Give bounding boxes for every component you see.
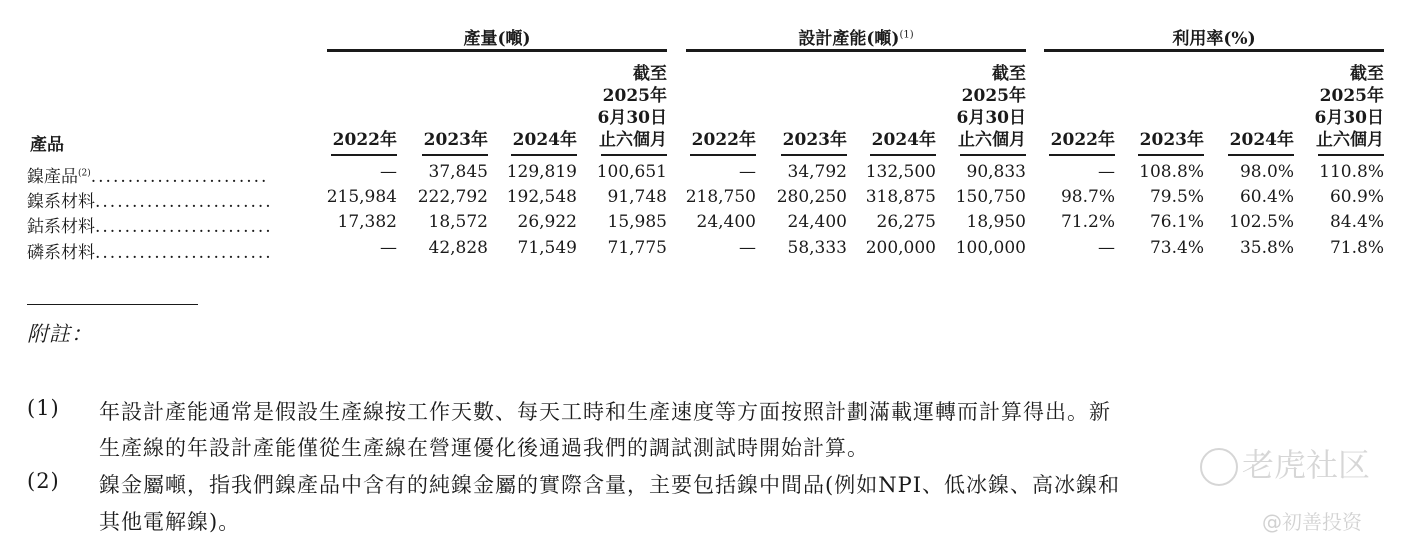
row-header: 產品 (30, 135, 64, 155)
column-header-line: 2024年 (1229, 130, 1294, 150)
row-label-text: 鎳產品 (27, 167, 78, 187)
table-cell: 71,775 (607, 238, 667, 258)
column-header (408, 129, 488, 151)
column-header-line: 2025年 (602, 86, 667, 106)
table-cell: 192,548 (506, 187, 577, 207)
column-header-line: 2024年 (512, 130, 577, 150)
column-header-line: 2023年 (1139, 130, 1204, 150)
group-title-utilization (1044, 24, 1384, 49)
table-cell: 26,922 (517, 212, 577, 232)
column-header (1304, 63, 1384, 151)
group-rule (686, 49, 1026, 52)
table-cell: — (380, 238, 397, 258)
group-rule (1044, 49, 1384, 52)
table-cell: 90,833 (966, 162, 1026, 182)
table-cell: 110.8% (1319, 162, 1384, 182)
table-cell: 60.9% (1329, 187, 1384, 207)
group-title-text: 設計產能(噸) (798, 29, 900, 49)
table-cell: — (1098, 162, 1115, 182)
table-cell: 91,748 (607, 187, 667, 207)
column-underline (870, 154, 936, 156)
table-cell: 100,651 (596, 162, 667, 182)
column-underline (960, 154, 1026, 156)
notes-heading: 附註： (27, 322, 93, 346)
column-underline (781, 154, 847, 156)
table-cell: 71,549 (517, 238, 577, 258)
table-cell: 102.5% (1229, 212, 1294, 232)
note-1-number: (1) (27, 396, 60, 420)
group-title-capacity (686, 24, 1026, 49)
column-header (587, 63, 667, 151)
watermark-site-text: 老虎社区 (1242, 446, 1371, 484)
table-cell: 280,250 (776, 187, 847, 207)
column-header-line: 截至 (992, 64, 1026, 84)
table-cell: 15,985 (607, 212, 667, 232)
row-label (27, 187, 273, 212)
footnote-ref: (2) (78, 168, 91, 179)
table-cell: 98.7% (1060, 187, 1115, 207)
row-label-text: 鈷系材料 (27, 217, 95, 237)
column-header-line: 2023年 (423, 130, 488, 150)
row-label-text: 磷系材料 (27, 243, 95, 263)
table-cell: 58,333 (787, 238, 847, 258)
watermark-handle: @初善投资 (1262, 510, 1362, 534)
column-header (676, 129, 756, 151)
table-cell: 24,400 (696, 212, 756, 232)
column-header (856, 129, 936, 151)
table-cell: 34,792 (787, 162, 847, 182)
column-header-line: 2022年 (691, 130, 756, 150)
table-cell: 17,382 (337, 212, 397, 232)
column-header-line: 6月30日 (1314, 108, 1384, 128)
column-header (1214, 129, 1294, 151)
table-cell: 215,984 (326, 187, 397, 207)
column-header-line: 2022年 (332, 130, 397, 150)
group-rule (327, 49, 667, 52)
note-1-line-2: 生產線的年設計產能僅從生產線在營運優化後通過我們的調試測試時開始計算。 (99, 436, 869, 460)
column-header-line: 止六個月 (1316, 130, 1384, 150)
table-cell: 71.8% (1329, 238, 1384, 258)
footnote-ref: (1) (899, 29, 914, 41)
table-cell: — (739, 238, 756, 258)
table-cell: 42,828 (428, 238, 488, 258)
column-underline (690, 154, 756, 156)
column-header (767, 129, 847, 151)
column-header (1124, 129, 1204, 151)
table-cell: 200,000 (865, 238, 936, 258)
column-header-line: 6月30日 (956, 108, 1026, 128)
table-cell: 318,875 (865, 187, 936, 207)
table-cell: 35.8% (1239, 238, 1294, 258)
note-2-line-2: 其他電解鎳)。 (99, 510, 241, 534)
row-label (27, 238, 273, 263)
group-title-text: 產量(噸) (463, 29, 531, 49)
column-header (946, 63, 1026, 151)
table-cell: 26,275 (876, 212, 936, 232)
table-cell: 76.1% (1149, 212, 1204, 232)
leader-dots: ........................ (95, 217, 273, 237)
footnote-separator (27, 304, 198, 305)
table-cell: 222,792 (417, 187, 488, 207)
column-header (1035, 129, 1115, 151)
column-underline (1049, 154, 1115, 156)
table-cell: 129,819 (506, 162, 577, 182)
column-underline (601, 154, 667, 156)
column-header-line: 截至 (1350, 64, 1384, 84)
table-cell: 100,000 (955, 238, 1026, 258)
table-cell: 60.4% (1239, 187, 1294, 207)
table-cell: 150,750 (955, 187, 1026, 207)
note-1-line-1: 年設計產能通常是假設生產線按工作天數、每天工時和生產速度等方面按照計劃滿載運轉而計算得出。新 (99, 400, 1111, 424)
row-label (27, 162, 268, 187)
row-label-text: 鎳系材料 (27, 192, 95, 212)
column-header-line: 截至 (633, 64, 667, 84)
column-underline (1228, 154, 1294, 156)
leader-dots: ........................ (90, 167, 269, 187)
table-cell: 98.0% (1239, 162, 1294, 182)
column-underline (511, 154, 577, 156)
table-cell: 18,950 (966, 212, 1026, 232)
column-header-line: 2025年 (961, 86, 1026, 106)
table-cell: 37,845 (428, 162, 488, 182)
column-underline (1138, 154, 1204, 156)
table-cell: 79.5% (1149, 187, 1204, 207)
table-cell: 108.8% (1139, 162, 1204, 182)
row-label (27, 212, 273, 237)
note-2-number: (2) (27, 469, 60, 493)
table-cell: 24,400 (787, 212, 847, 232)
column-header-line: 2024年 (871, 130, 936, 150)
column-header-line: 6月30日 (597, 108, 667, 128)
watermark-site (1200, 440, 1370, 486)
table-cell: 84.4% (1329, 212, 1384, 232)
table-cell: — (1098, 238, 1115, 258)
table-cell: — (380, 162, 397, 182)
leader-dots: ........................ (95, 192, 273, 212)
watermark-logo-icon (1200, 448, 1238, 486)
table-cell: 18,572 (428, 212, 488, 232)
table-cell: — (739, 162, 756, 182)
table-cell: 132,500 (865, 162, 936, 182)
table-cell: 73.4% (1149, 238, 1204, 258)
column-underline (1318, 154, 1384, 156)
leader-dots: ........................ (95, 243, 273, 263)
column-header-line: 2025年 (1319, 86, 1384, 106)
note-2-line-1: 鎳金屬噸，指我們鎳產品中含有的純鎳金屬的實際含量，主要包括鎳中間品(例如NPI、低冰鎳、高冰鎳和 (99, 473, 1120, 497)
column-header-line: 2023年 (782, 130, 847, 150)
column-header-line: 2022年 (1050, 130, 1115, 150)
column-underline (422, 154, 488, 156)
column-header-line: 止六個月 (599, 130, 667, 150)
column-header (317, 129, 397, 151)
column-underline (331, 154, 397, 156)
table-cell: 218,750 (685, 187, 756, 207)
group-title-text: 利用率(%) (1172, 29, 1256, 49)
group-title-production (327, 24, 667, 49)
column-header-line: 止六個月 (958, 130, 1026, 150)
column-header (497, 129, 577, 151)
table-cell: 71.2% (1060, 212, 1115, 232)
